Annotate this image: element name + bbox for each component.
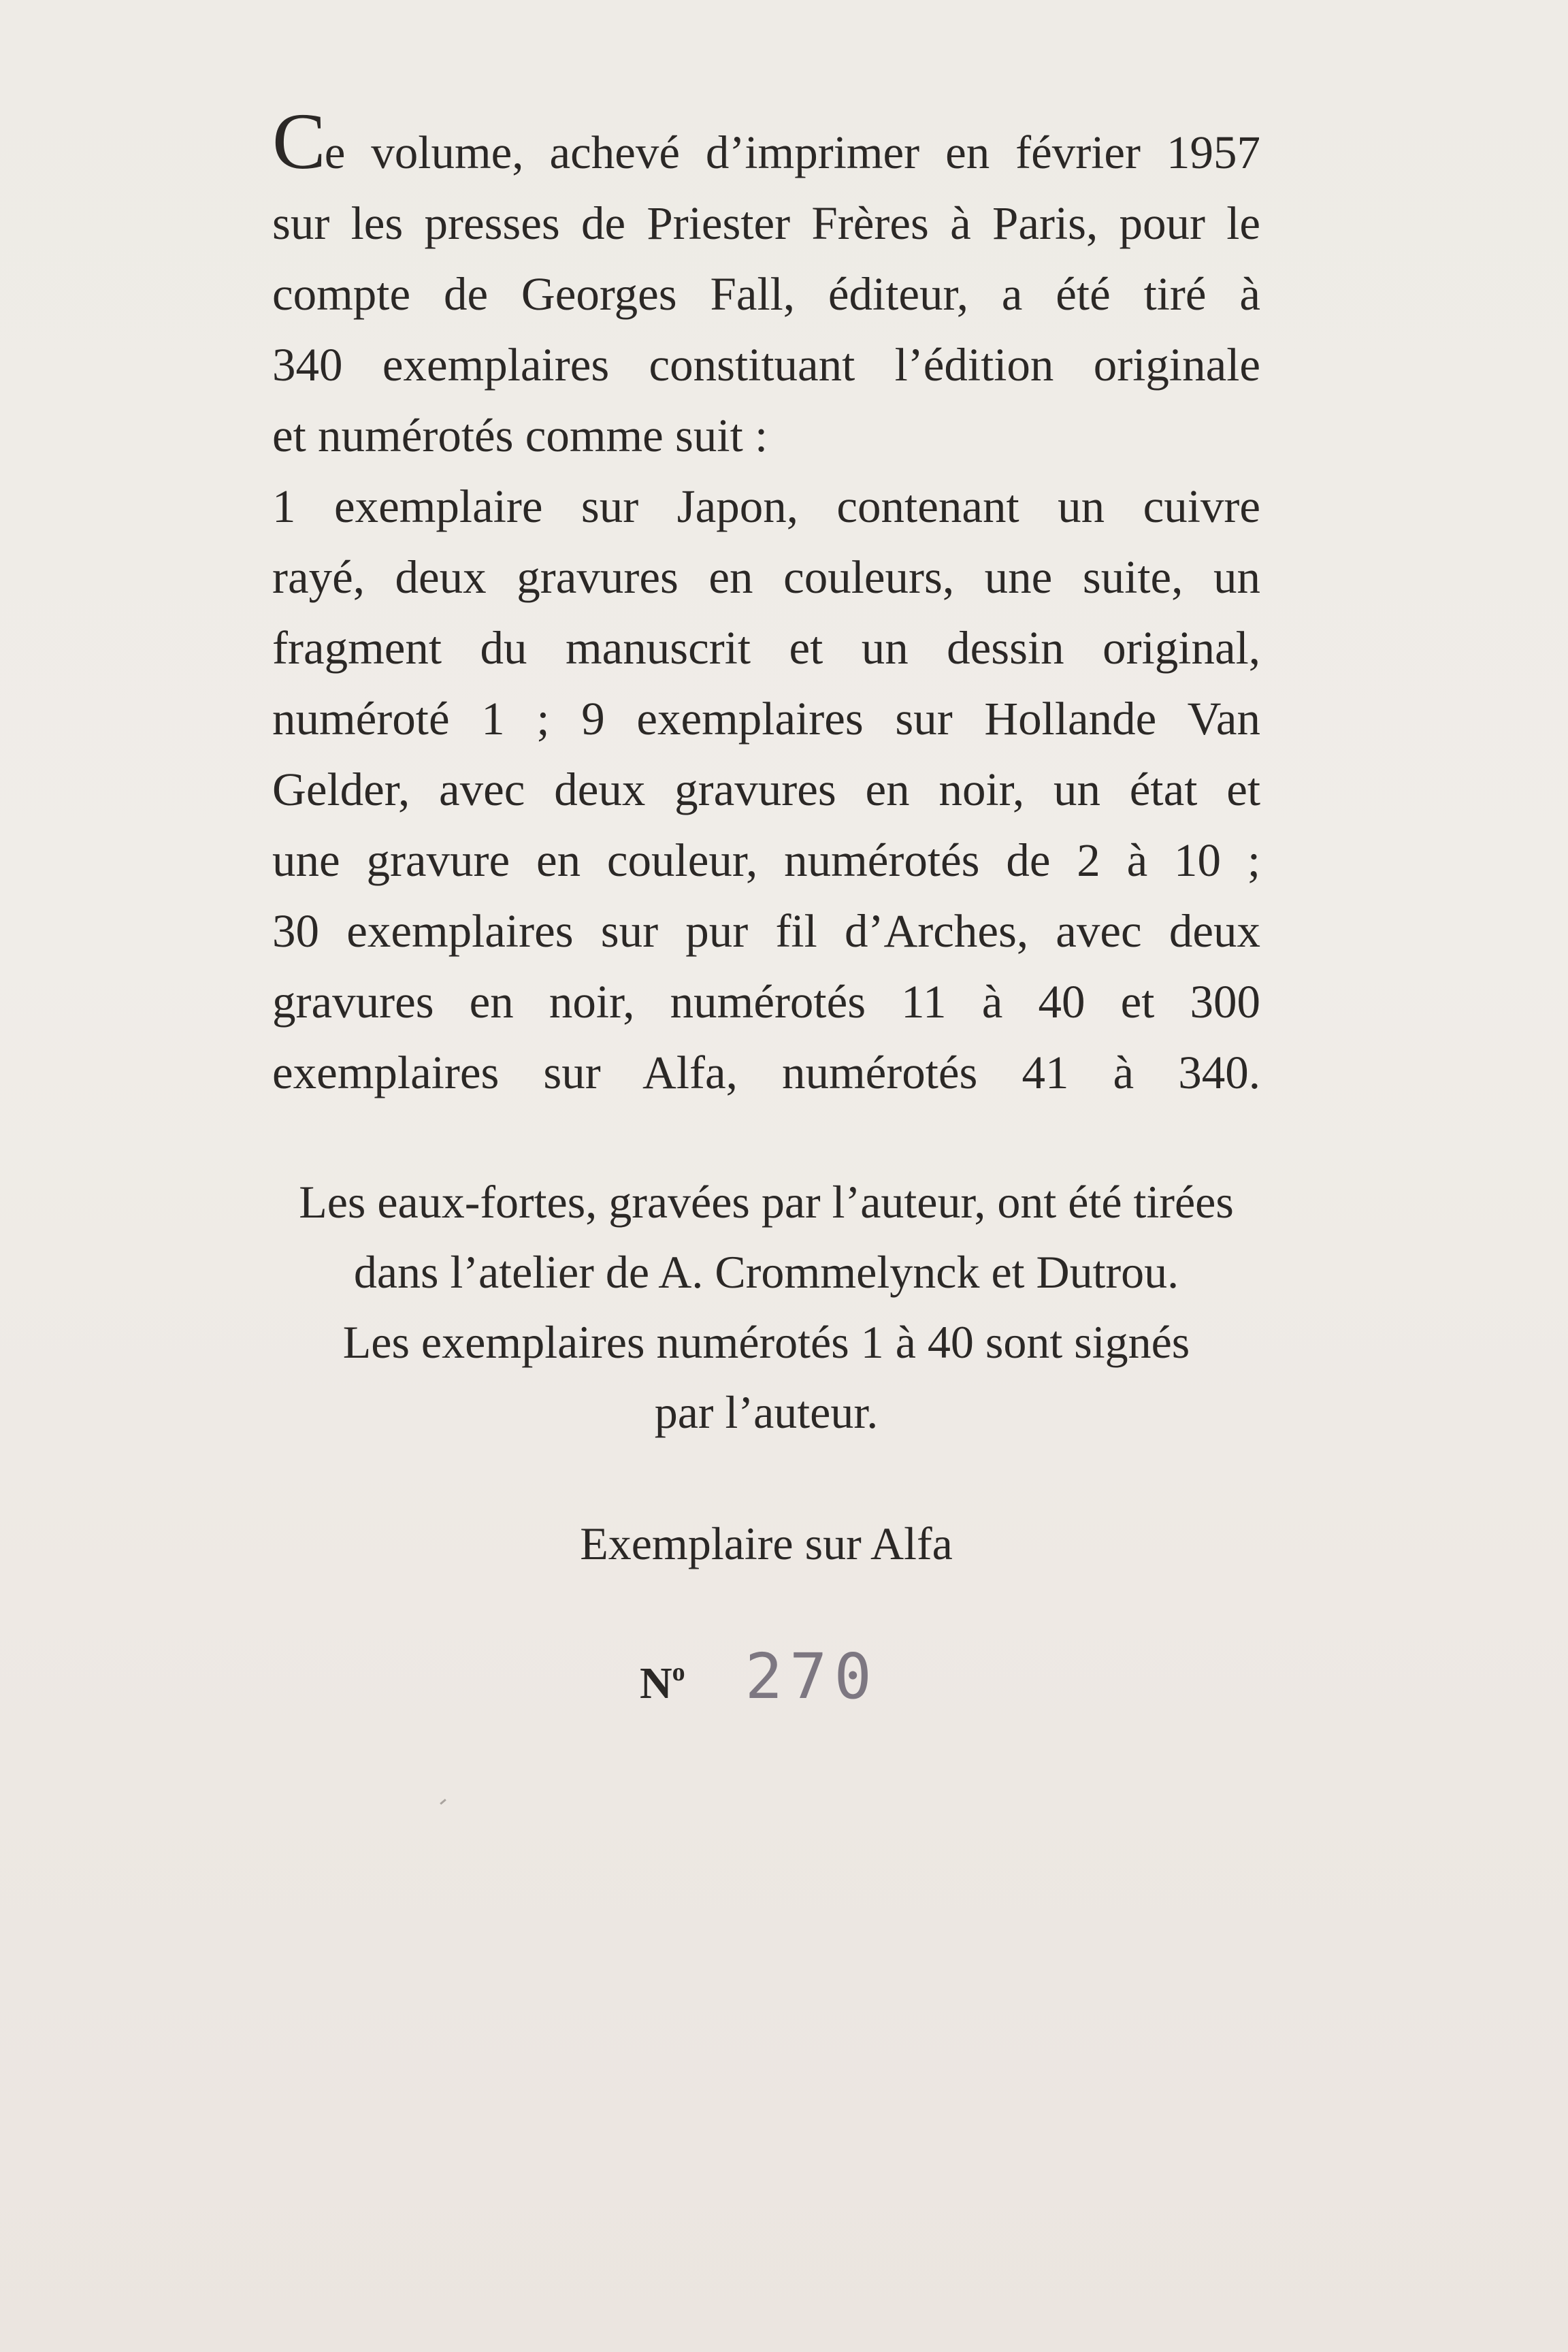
colophon-line: fragment du manuscrit et un dessin original, xyxy=(272,622,1260,674)
colophon-line: une gravure en couleur, numérotés de 2 à 10 ; xyxy=(272,834,1260,886)
printing-line: par l’auteur. xyxy=(654,1386,879,1438)
colophon-line: 1 exemplaire sur Japon, contenant un cuivre xyxy=(272,480,1260,532)
colophon-line: gravures en noir, numérotés 11 à 40 et 300 xyxy=(272,976,1260,1028)
printing-line: dans l’atelier de A. Crommelynck et Dutrou. xyxy=(353,1246,1179,1298)
copy-label: Exemplaire sur Alfa xyxy=(580,1518,953,1569)
copy-number xyxy=(640,1640,879,1735)
paper-speck xyxy=(440,1799,446,1805)
colophon-text xyxy=(272,97,1260,1108)
colophon-line: 340 exemplaires constituant l’édition originale xyxy=(272,339,1260,391)
printing-line: Les exemplaires numérotés 1 à 40 sont signés xyxy=(342,1316,1190,1368)
colophon-line: et numérotés comme suit : xyxy=(272,410,768,461)
stamped-number: 270 xyxy=(745,1640,879,1713)
colophon-line: 30 exemplaires sur pur fil d’Arches, avec deux xyxy=(272,905,1260,957)
colophon-line: rayé, deux gravures en couleurs, une suite, un xyxy=(272,551,1260,603)
printing-note xyxy=(272,1167,1260,1448)
colophon-line: Gelder, avec deux gravures en noir, un état et xyxy=(272,764,1260,815)
printing-line: Les eaux-fortes, gravées par l’auteur, ont été tirées xyxy=(299,1176,1234,1228)
colophon-line: numéroté 1 ; 9 exemplaires sur Hollande Van xyxy=(272,693,1260,745)
number-label: $N^o$ xyxy=(640,1658,685,1708)
drop-cap: C xyxy=(272,97,325,186)
colophon-line: sur les presses de Priester Frères à Paris, pour le xyxy=(272,197,1260,249)
colophon-line: exemplaires sur Alfa, numérotés 41 à 340. xyxy=(272,1047,1260,1098)
colophon-line: Ce volume, achevé d’imprimer en février 1957 xyxy=(272,97,1260,186)
colophon-line: compte de Georges Fall, éditeur, a été tiré à xyxy=(272,268,1260,320)
